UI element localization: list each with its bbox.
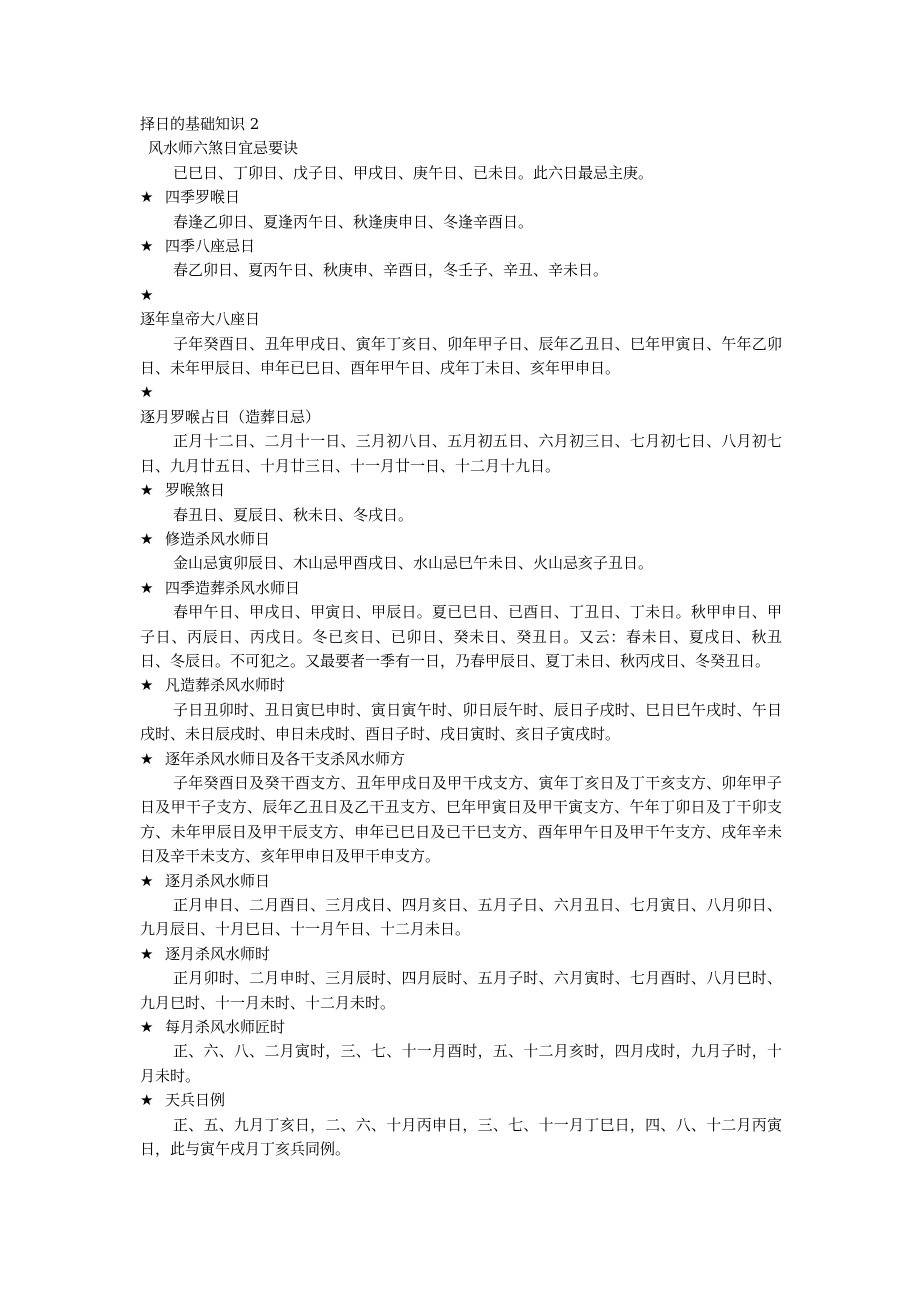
section-heading xyxy=(140,527,782,551)
section-heading-label: 逐年皇帝大八座日 xyxy=(140,310,261,329)
document-title: 择日的基础知识 2 xyxy=(140,115,260,133)
section-paragraph: 春乙卯日、夏丙午日、秋庚申、辛酉日，冬壬子、辛丑、辛未日。 xyxy=(173,261,609,280)
section-heading-label: 每月杀风水师匠时 xyxy=(165,1018,286,1037)
section-paragraph: 子年癸酉日及癸干酉支方、丑年甲戌日及甲干戌支方、寅年丁亥日及丁干亥支方、卯年甲子日及甲干子支方、辰年乙丑日及乙干丑支方、巳年甲寅日及甲干寅支方、午年丁卯日及丁干卯支方、未年甲辰日及甲干辰支方、申年已巳日及已干巳支方、酉年甲午日及甲干午支方、戌年辛未日及辛干未支方、亥年甲申日及甲干申支方。 xyxy=(140,773,782,866)
section-paragraph: 子日丑卯时、丑日寅巳申时、寅日寅午时、卯日辰午时、辰日子戌时、巳日巳午戌时、午日戌时、未日辰戌时、申日未戌时、酉日子时、戌日寅时、亥日子寅戌时。 xyxy=(140,700,782,744)
section-heading-label: 逐月杀风水师日 xyxy=(165,871,271,890)
section-heading xyxy=(140,869,782,893)
section-heading-label: 逐月杀风水师时 xyxy=(165,944,271,963)
star-icon: ★ xyxy=(140,578,154,597)
section-heading xyxy=(140,942,782,966)
intro-paragraph: 已巳日、丁卯日、戊子日、甲戌日、庚午日、已未日。此六日最忌主庚。 xyxy=(173,163,654,182)
star-icon: ★ xyxy=(140,188,154,207)
section-heading xyxy=(140,1088,782,1112)
section-heading-label: 罗喉煞日 xyxy=(165,481,226,500)
section-heading-label: 四季罗喉日 xyxy=(165,188,241,207)
star-icon: ★ xyxy=(140,237,154,256)
section-paragraph: 正、五、九月丁亥日，二、六、十月丙申日，三、七、十一月丁巳日，四、八、十二月丙寅日，此与寅午戌月丁亥兵同例。 xyxy=(140,1115,782,1159)
section-heading xyxy=(140,747,782,771)
section-paragraph: 正月申日、二月酉日、三月戌日、四月亥日、五月子日、六月丑日、七月寅日、八月卯日、九月辰日、十月巳日、十一月午日、十二月未日。 xyxy=(140,896,782,939)
star-icon: ★ xyxy=(140,529,154,548)
star-icon: ★ xyxy=(140,749,154,768)
section-heading xyxy=(140,234,782,258)
section-paragraph: 春甲午日、甲戌日、甲寅日、甲辰日。夏已巳日、已酉日、丁丑日、丁未日。秋甲申日、甲子日、丙辰日、丙戌日。冬已亥日、已卯日、癸未日、癸丑日。又云：春未日、夏戌日、秋丑日、冬辰日。不可犯之。又最要者一季有一日，乃春甲辰日、夏丁未日、秋丙戌日、冬癸丑日。 xyxy=(140,603,782,670)
section-heading-label: 修造杀风水师日 xyxy=(165,529,271,548)
section-heading-label: 逐月罗喉占日（造葬日忌） xyxy=(140,407,321,426)
section-heading-label: 天兵日例 xyxy=(165,1091,226,1110)
section-heading xyxy=(140,185,782,209)
section-heading-label: 四季八座忌日 xyxy=(165,237,256,256)
section-paragraph: 春丑日、夏辰日、秋未日、冬戌日。 xyxy=(173,505,414,524)
section-paragraph: 正、六、八、二月寅时，三、七、十一月酉时，五、十二月亥时，四月戌时，九月子时，十月未时。 xyxy=(140,1042,782,1085)
star-icon: ★ xyxy=(140,944,154,963)
section-heading-label: 逐年杀风水师日及各干支杀风水师方 xyxy=(165,749,406,768)
section-heading xyxy=(140,576,782,600)
document-body xyxy=(140,112,782,1161)
section-heading-label: 四季造葬杀风水师日 xyxy=(165,578,301,597)
star-icon: ★ xyxy=(140,1018,154,1037)
section-paragraph: 子年癸酉日、丑年甲戌日、寅年丁亥日、卯年甲子日、辰年乙丑日、巳年甲寅日、午年乙卯日、未年甲辰日、申年已巳日、酉年甲午日、戌年丁未日、亥年甲申日。 xyxy=(140,334,782,378)
star-icon: ★ xyxy=(140,383,154,402)
section-paragraph: 正月卯时、二月申时、三月辰时、四月辰时、五月子时、六月寅时、七月酉时、八月巳时、九月巳时、十一月未时、十二月未时。 xyxy=(140,969,782,1012)
section-paragraph: 春逢乙卯日、夏逢丙午日、秋逢庚申日、冬逢辛酉日。 xyxy=(173,212,534,231)
section-heading xyxy=(140,1015,782,1039)
section-heading xyxy=(140,673,782,697)
star-icon: ★ xyxy=(140,676,154,695)
star-icon: ★ xyxy=(140,1091,154,1110)
document-subtitle: 风水师六煞日宜忌要诀 xyxy=(148,139,299,158)
section-paragraph: 金山忌寅卯辰日、木山忌甲酉戌日、水山忌巳午未日、火山忌亥子丑日。 xyxy=(173,554,654,573)
section-paragraph: 正月十二日、二月十一日、三月初八日、五月初五日、六月初三日、七月初七日、八月初七日、九月廿五日、十月廿三日、十一月廿一日、十二月十九日。 xyxy=(140,432,782,475)
star-icon: ★ xyxy=(140,481,154,500)
section-heading xyxy=(140,478,782,502)
star-icon: ★ xyxy=(140,285,154,304)
star-icon: ★ xyxy=(140,871,154,890)
section-heading-label: 凡造葬杀风水师时 xyxy=(165,676,286,695)
